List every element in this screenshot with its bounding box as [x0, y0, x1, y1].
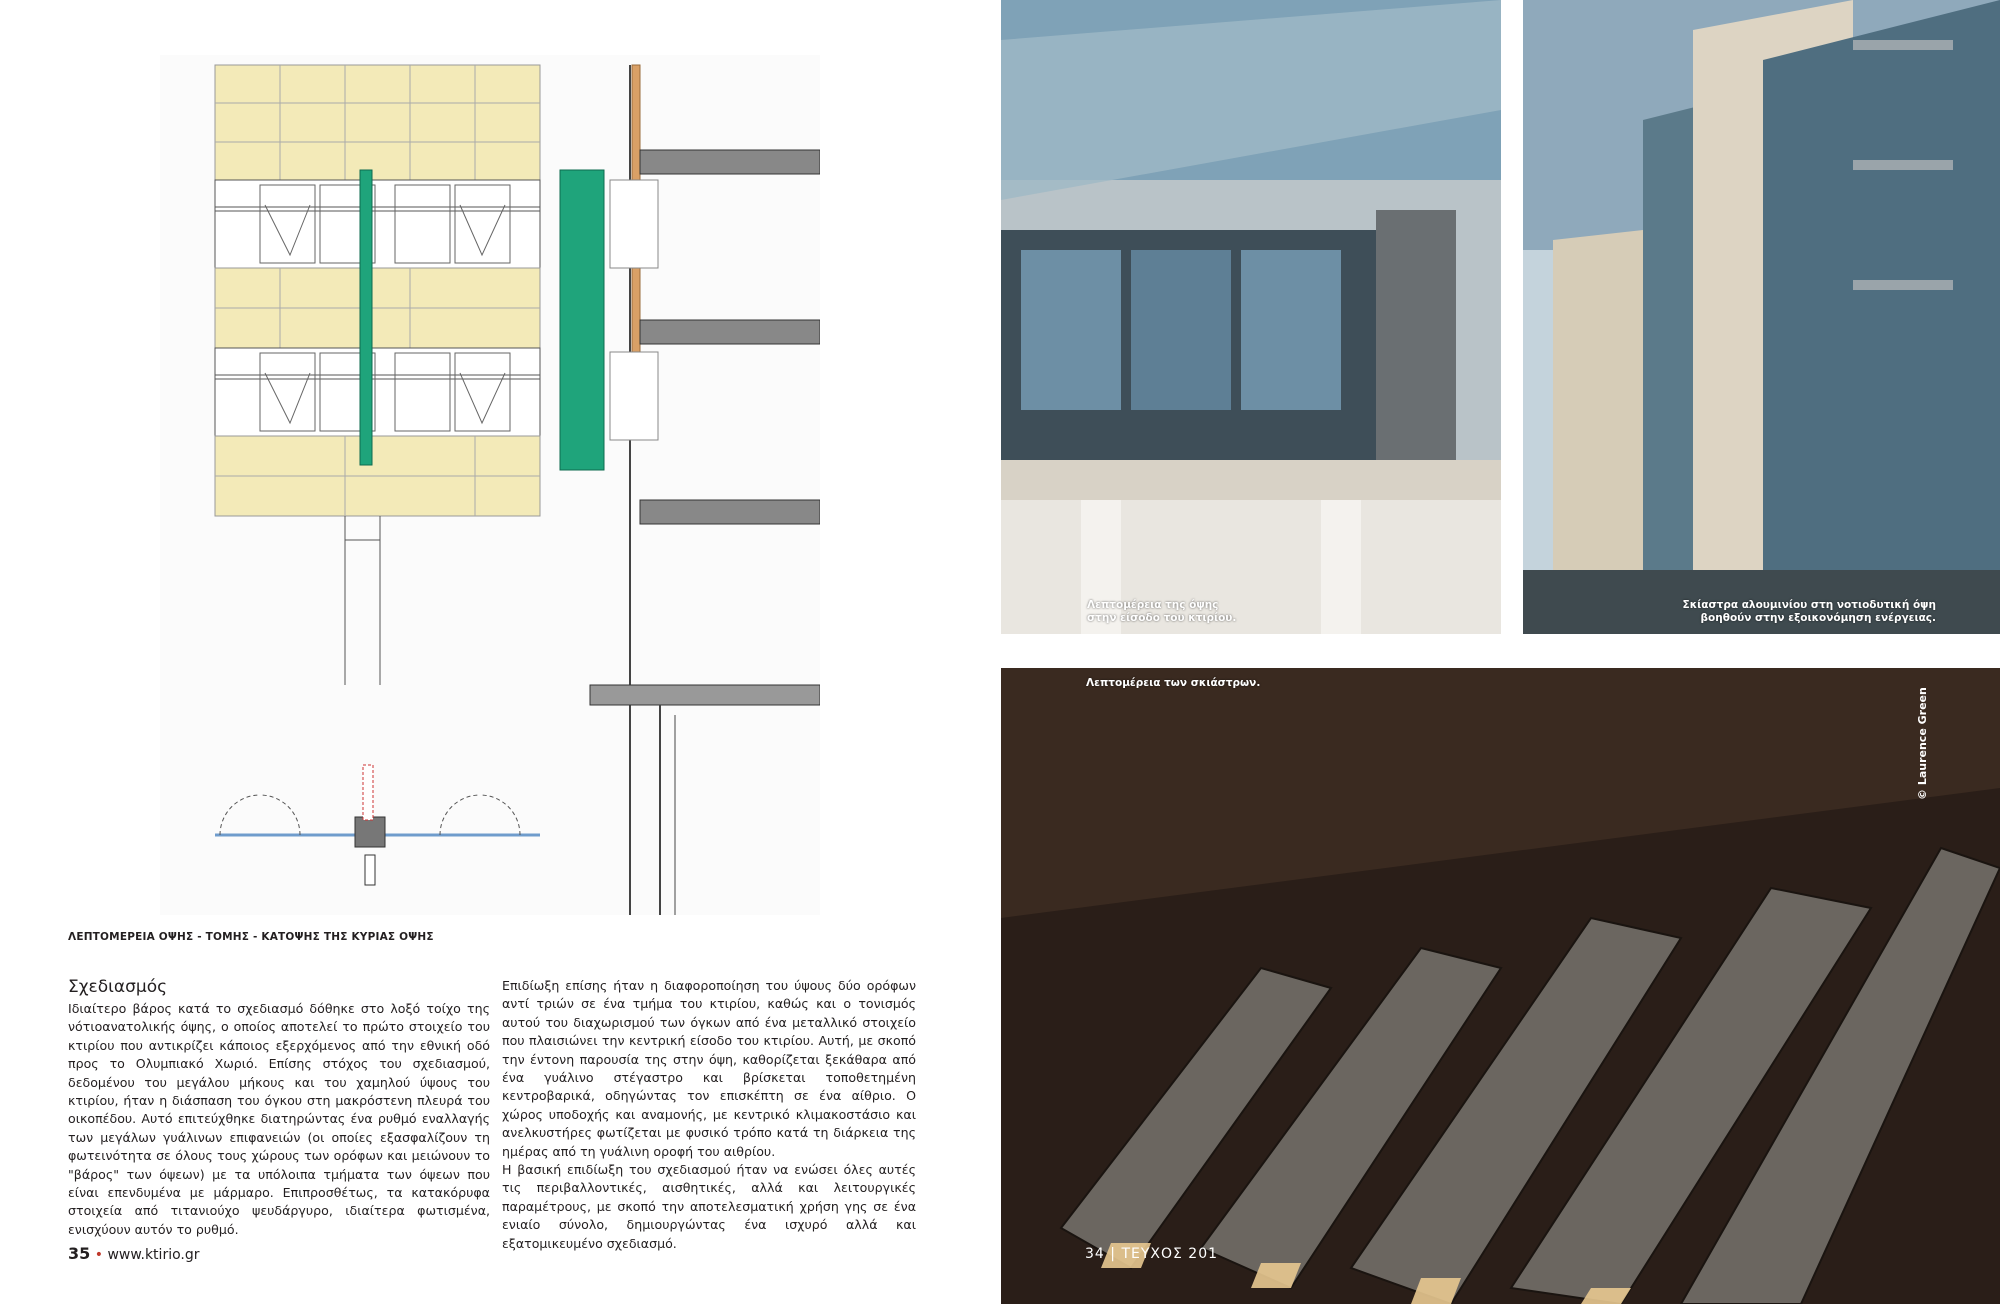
facade-section-plan-drawing — [160, 55, 820, 915]
caption-line: βοηθούν στην εξοικονόμηση ενέργειας. — [1700, 612, 1936, 624]
page-footer-right — [1085, 1246, 1218, 1262]
photo-sunshades-detail — [1001, 668, 2000, 1304]
caption-line: Σκίαστρα αλουμινίου στη νοτιοδυτική όψη — [1682, 599, 1936, 611]
bullet-separator: • — [94, 1247, 103, 1263]
photo-credit: © Laurence Green — [1916, 687, 1929, 800]
architectural-drawing — [160, 55, 820, 915]
photo-sunshades-facade — [1523, 0, 2000, 634]
entrance-facade-image — [1001, 0, 1501, 634]
page-number: 35 — [68, 1244, 91, 1263]
issue-label: ΤΕΥΧΟΣ 201 — [1121, 1246, 1219, 1262]
website-link[interactable]: www.ktirio.gr — [107, 1247, 200, 1263]
sunshades-facade-image — [1523, 0, 2000, 634]
sunshades-detail-image — [1001, 668, 2000, 1304]
caption-line: στην είσοδο του κτιρίου. — [1087, 612, 1237, 624]
separator: | — [1110, 1246, 1122, 1262]
photo-caption — [1683, 599, 1936, 625]
section-title: Σχεδιασμός — [68, 977, 168, 997]
page-footer-left — [68, 1244, 200, 1263]
page-number: 34 — [1085, 1246, 1105, 1262]
article-right-column — [502, 977, 916, 1253]
paragraph: Επιδίωξη επίσης ήταν η διαφοροποίηση του ύψους δύο ορόφων αντί τριών σε ένα τμήμα του κτιρίου, καθώς και ο τονισμός αυτού του διαχωρισμού των όγκων από ένα μεταλλικό στοιχείο που πλαισιώνει την κεντρική είσοδο του κτιρίου. Αυτή, με σκοπό την έντονη παρουσία της στην όψη, καθορίζεται ξεκάθαρα από ένα γυάλινο στέγαστρο και βρίσκεται τοποθετημένη κεντροβαρικά, οδηγώντας τον επισκέπτη σε ένα αίθριο. Ο χώρος υποδοχής και αναμονής, με κεντρικό κλιμακοστάσιο και ανελκυστήρες φωτίζεται με φυσικό τρόπο κατά τη διάρκεια της ημέρας από τη γυάλινη οροφή του αιθρίου. — [502, 978, 916, 1159]
drawing-caption: ΛΕΠΤΟΜΕΡΕΙΑ ΟΨΗΣ - ΤΟΜΗΣ - ΚΑΤΟΨΗΣ ΤΗΣ ΚΥΡΙΑΣ ΟΨΗΣ — [68, 931, 434, 943]
paragraph: Ιδιαίτερο βάρος κατά το σχεδιασμό δόθηκε στο λοξό τοίχο της νότιοανατολικής όψης, ο οποίος αποτελεί το πρώτο στοιχείο του κτιρίου που αντικρίζει κάποιος εξερχόμενος από την εθνική οδό προς το Ολυμπιακό Χωριό. Επίσης στόχος του σχεδιασμού, δεδομένου του μεγάλου μήκους και του χαμηλού ύψους του κτιρίου, ήταν η διάσπαση του όγκου στη μακρόστενη πλευρά του οικοπέδου. Αυτό επιτεύχθηκε διατηρώντας ένα ρυθμό εναλλαγής των μεγάλων γυάλινων επιφανειών (οι οποίες εξασφαλίζουν τη φωτεινότητα σε όλους τους χώρους των ορόφων και μειώνουν το "βάρος" των όψεων) με τα υπόλοιπα τμήματα των όψεων που είναι επενδυμένα με μάρμαρο. Επιπροσθέτως, τα κατακόρυφα στοιχεία από τιτανιούχο ψευδάργυρο, ιδιαίτερα φωτισμένα, ενισχύουν αυτόν το ρυθμό. — [68, 1001, 490, 1237]
photo-caption: Λεπτομέρεια των σκιάστρων. — [1086, 677, 1261, 689]
photo-entrance — [1001, 0, 1501, 634]
plan-view — [215, 765, 540, 885]
photo-caption — [1087, 599, 1236, 625]
elevation-view — [215, 65, 540, 685]
section-view — [560, 65, 820, 915]
article-left-column — [68, 1000, 490, 1239]
caption-line: Λεπτομέρεια της όψης — [1087, 599, 1219, 611]
paragraph: Η βασική επιδίωξη του σχεδιασμού ήταν να ενώσει όλες αυτές τις περιβαλλοντικές, αισθητικές, αλλά και λειτουργικές παραμέτρους, με σκοπό την αποτελεσματική χρήση γης σε ένα ενιαίο σύνολο, δημιουργώντας ένα ισχυρό αλλά και εξατομικευμένο σχεδιασμό. — [502, 1162, 916, 1251]
